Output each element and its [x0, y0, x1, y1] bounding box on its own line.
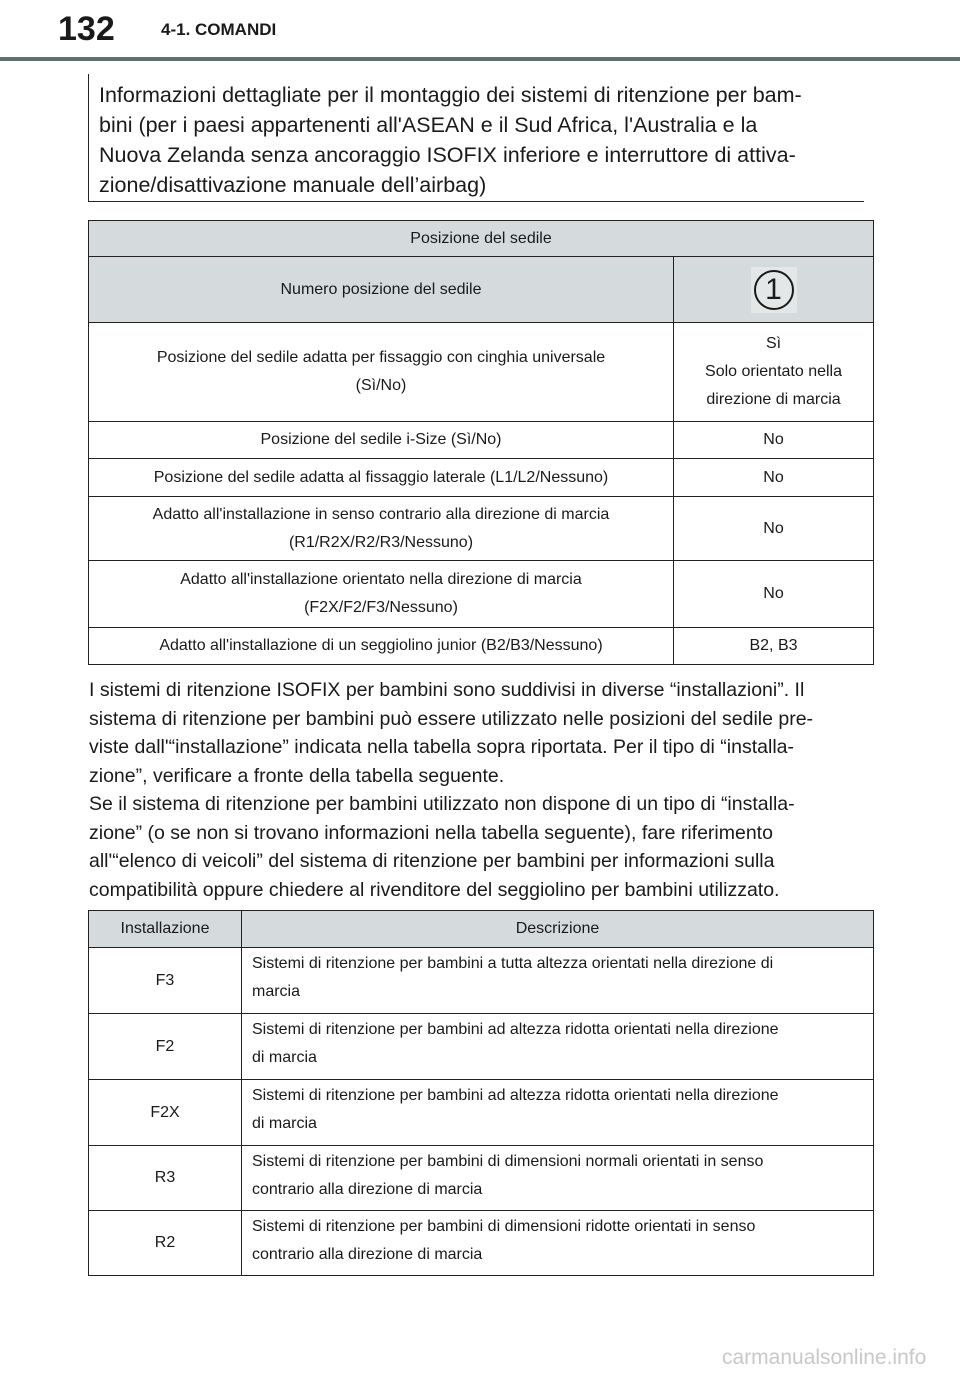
installation-description: [242, 1014, 874, 1080]
description-line: Sistemi di ritenzione per bambini ad altezza ridotta orientati nella direzione: [252, 1087, 779, 1104]
row-value: No: [674, 459, 874, 497]
table-row: [89, 1080, 874, 1146]
site-watermark: carmanualsonline.info: [722, 1346, 927, 1369]
seat-table-title: Posizione del sedile: [89, 221, 874, 257]
installation-table: [88, 910, 874, 1276]
row-label: Posizione del sedile i-Size (Sì/No): [89, 422, 674, 459]
body-line: all'“elenco di veicoli” del sistema di ritenzione per bambini per informazioni sulla: [89, 850, 775, 872]
installation-code: F2: [89, 1014, 242, 1080]
row-value: No: [674, 422, 874, 459]
heading-line: Informazioni dettagliate per il montaggio dei sistemi di ritenzione per bam-: [99, 83, 802, 107]
table-row: [89, 257, 874, 323]
installation-description: [242, 1080, 874, 1146]
description-line: contrario alla direzione di marcia: [252, 1181, 483, 1198]
table-row: [89, 1014, 874, 1080]
description-line: di marcia: [252, 1115, 317, 1132]
seat-position-table: [88, 220, 874, 665]
body-line: Se il sistema di ritenzione per bambini utilizzato non dispone di un tipo di “installa-: [89, 793, 795, 815]
table-row: [89, 459, 874, 497]
row-label: [89, 323, 674, 422]
row-label-line: (Sì/No): [355, 377, 407, 394]
row-label: Posizione del sedile adatta al fissaggio laterale (L1/L2/Nessuno): [89, 459, 674, 497]
seat-number-cell: [674, 257, 874, 323]
col-header-description: Descrizione: [242, 911, 874, 948]
row-value-line: direzione di marcia: [706, 391, 841, 408]
row-label-line: Posizione del sedile adatta per fissaggio con cinghia universale: [156, 349, 606, 366]
row-value-line: Sì: [765, 335, 782, 352]
description-line: Sistemi di ritenzione per bambini ad altezza ridotta orientati nella direzione: [252, 1021, 779, 1038]
body-line: viste dall'“installazione” indicata nella tabella sopra riportata. Per il tipo di “installa-: [89, 736, 794, 758]
table-row: [89, 1211, 874, 1276]
table-row: [89, 323, 874, 422]
heading-line: Nuova Zelanda senza ancoraggio ISOFIX inferiore e interruttore di attiva-: [99, 143, 796, 167]
heading-line: zione/disattivazione manuale dell’airbag): [99, 173, 487, 197]
body-paragraphs: [89, 676, 879, 904]
installation-code: R2: [89, 1211, 242, 1276]
heading-line: bini (per i paesi appartenenti all'ASEAN e il Sud Africa, l'Australia e la: [99, 113, 758, 137]
installation-description: [242, 948, 874, 1014]
section-title: 4-1. COMANDI: [161, 20, 277, 39]
row-value: No: [674, 561, 874, 628]
table-row: [89, 1146, 874, 1211]
table-row: [89, 497, 874, 561]
body-line: I sistemi di ritenzione ISOFIX per bambini sono suddivisi in diverse “installazioni”. Il: [89, 679, 805, 701]
installation-description: [242, 1211, 874, 1276]
seat-number-badge: [751, 267, 797, 313]
page-number: 132: [58, 10, 115, 48]
table-header-row: [89, 221, 874, 257]
seat-number-label: Numero posizione del sedile: [89, 257, 674, 323]
row-value-line: Solo orientato nella: [705, 363, 842, 380]
seat-number-circle: 1: [754, 270, 794, 310]
row-value: B2, B3: [674, 628, 874, 665]
row-label: [89, 561, 674, 628]
installation-code: F2X: [89, 1080, 242, 1146]
description-line: di marcia: [252, 1049, 317, 1066]
row-label-line: Adatto all'installazione in senso contrario alla direzione di marcia: [152, 505, 610, 523]
body-line: sistema di ritenzione per bambini può essere utilizzato nelle posizioni del sedile pre-: [89, 707, 814, 730]
description-line: Sistemi di ritenzione per bambini a tutta altezza orientati nella direzione di: [252, 955, 774, 972]
col-header-installation: Installazione: [89, 911, 242, 948]
description-line: Sistemi di ritenzione per bambini di dimensioni normali orientati in senso: [252, 1153, 764, 1170]
header-rule: [0, 57, 960, 61]
row-label-line: (F2X/F2/F3/Nessuno): [304, 599, 458, 616]
installation-code: R3: [89, 1146, 242, 1211]
installation-description: [242, 1146, 874, 1211]
table-row: [89, 422, 874, 459]
body-line: compatibilità oppure chiedere al rivenditore del seggiolino per bambini utilizzato.: [89, 878, 780, 901]
installation-code: F3: [89, 948, 242, 1014]
row-value: No: [674, 497, 874, 561]
row-value: [674, 323, 874, 422]
table-row: [89, 561, 874, 628]
body-line: zione” (o se non si trovano informazioni nella tabella seguente), fare riferimento: [89, 821, 773, 844]
table-row: [89, 628, 874, 665]
info-heading: [88, 74, 864, 202]
row-label-line: (R1/R2X/R2/R3/Nessuno): [288, 533, 474, 551]
description-line: marcia: [252, 983, 301, 1000]
table-row: [89, 948, 874, 1014]
table-header-row: [89, 911, 874, 948]
row-label-line: Adatto all'installazione orientato nella direzione di marcia: [180, 571, 582, 588]
description-line: contrario alla direzione di marcia: [252, 1246, 483, 1263]
body-line: zione”, verificare a fronte della tabella seguente.: [89, 764, 505, 787]
row-label: [89, 497, 674, 561]
row-label: Adatto all'installazione di un seggiolino junior (B2/B3/Nessuno): [89, 628, 674, 665]
description-line: Sistemi di ritenzione per bambini di dimensioni ridotte orientati in senso: [252, 1218, 756, 1235]
